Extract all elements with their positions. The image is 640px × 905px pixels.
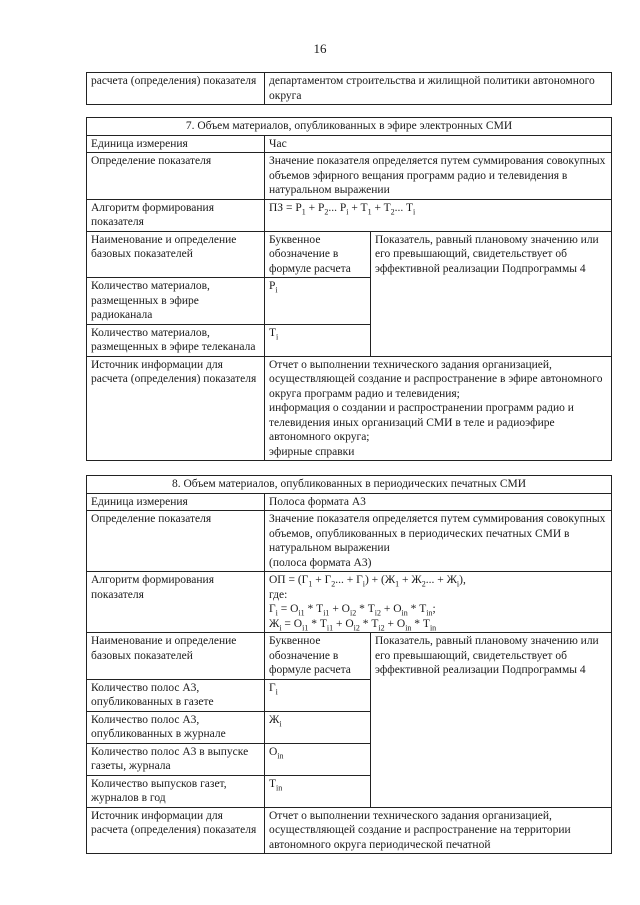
definition-label: Определение показателя <box>87 511 265 572</box>
definition-unit-note: (полоса формата А3) <box>269 556 372 569</box>
formula-where: где: <box>269 588 288 601</box>
table-row <box>87 511 612 572</box>
issue-label: Количество полос А3 в выпуске газеты, журнала <box>87 743 265 775</box>
definition-text: Значение показателя определяется путем суммирования совокупных объемов, опубликованных в периодических печатных СМИ в натуральном выражении <box>269 513 606 554</box>
page-number: 16 <box>313 41 327 56</box>
algorithm-formula <box>265 572 612 633</box>
table-row <box>87 493 612 511</box>
source-label: Источник информации для расчета (определения) показателя <box>87 356 265 461</box>
table-row <box>87 807 612 854</box>
letter-label: Буквенное обозначение в формуле расчета <box>265 231 371 278</box>
table-row <box>87 633 612 680</box>
source-value: Отчет о выполнении технического задания организацией, осуществляющей создание и распространение в эфире автономного округа программ радио и телевидения; информация о создании и распространении программ радио и телевидения иных организаций СМИ в теле и радиоэфире автономного округа; эфирные справки <box>265 356 612 461</box>
section-title: 7. Объем материалов, опубликованных в эфире электронных СМИ <box>87 118 612 136</box>
table-row <box>87 231 612 278</box>
section-7-table <box>86 117 612 461</box>
table-row <box>87 73 612 105</box>
section-8-table <box>86 475 612 854</box>
formula-journal: $Ж_i = О_{i1} * Т_{i1} + О_{i2} * Т_{i2} + О_{in} * Т_{in}$ <box>269 617 437 632</box>
unit-value: Час <box>265 135 612 153</box>
base-label: Наименование и определение базовых показателей <box>87 633 265 680</box>
table-row <box>87 356 612 461</box>
definition-value: Значение показателя определяется путем суммирования совокупных объемов эфирного вещания программ радио и телевидения в натуральном выражении <box>265 153 612 200</box>
journal-label: Количество полос А3, опубликованных в журнале <box>87 711 265 743</box>
table-row <box>87 118 612 136</box>
issues-count-label: Количество выпусков газет, журналов в год <box>87 775 265 807</box>
radio-label: Количество материалов, размещенных в эфире радиоканала <box>87 278 265 325</box>
newspaper-symbol: $Г_i$ <box>265 679 371 711</box>
continuation-table <box>86 72 612 105</box>
table-row <box>87 135 612 153</box>
letter-label: Буквенное обозначение в формуле расчета <box>265 633 371 680</box>
source-label: Источник информации для расчета (определения) показателя <box>87 807 265 854</box>
issue-symbol: $О_{in}$ <box>265 743 371 775</box>
section-title: 8. Объем материалов, опубликованных в периодических печатных СМИ <box>87 476 612 494</box>
algorithm-label: Алгоритм формирования показателя <box>87 572 265 633</box>
effectiveness-note: Показатель, равный плановому значению или его превышающий, свидетельствует об эффективной реализации Подпрограммы 4 <box>371 633 612 808</box>
issues-count-symbol: $Т_{in}$ <box>265 775 371 807</box>
algorithm-formula: ПЗ = $P_1 + P_2$... $P_i + T_1 + T_2$... $T_i$ <box>265 199 612 231</box>
base-label: Наименование и определение базовых показателей <box>87 231 265 278</box>
algorithm-label: Алгоритм формирования показателя <box>87 199 265 231</box>
tv-symbol: $T_i$ <box>265 324 371 356</box>
unit-label: Единица измерения <box>87 493 265 511</box>
journal-symbol: $Ж_i$ <box>265 711 371 743</box>
unit-value: Полоса формата А3 <box>265 493 612 511</box>
table-row <box>87 153 612 200</box>
source-value: Отчет о выполнении технического задания организацией, осуществляющей создание и распространение на территории автономного округа периодической печатной <box>265 807 612 854</box>
effectiveness-note: Показатель, равный плановому значению или его превышающий, свидетельствует об эффективной реализации Подпрограммы 4 <box>371 231 612 356</box>
definition-label: Определение показателя <box>87 153 265 200</box>
row-label: расчета (определения) показателя <box>87 73 265 105</box>
newspaper-label: Количество полос А3, опубликованных в газете <box>87 679 265 711</box>
tv-label: Количество материалов, размещенных в эфире телеканала <box>87 324 265 356</box>
row-value: департаментом строительства и жилищной политики автономного округа <box>265 73 612 105</box>
definition-value <box>265 511 612 572</box>
table-row <box>87 199 612 231</box>
table-row <box>87 476 612 494</box>
unit-label: Единица измерения <box>87 135 265 153</box>
formula-total: ОП = ($Г_1 + Г_2$... + $Г_i) + (Ж_1 + Ж_2$... + $Ж_i$), <box>269 574 466 589</box>
radio-symbol: $P_i$ <box>265 278 371 325</box>
formula-newspaper: $Г_i = О_{i1} * Т_{i1} + О_{i2} * Т_{i2} + О_{in} * Т_{in}$; <box>269 603 436 618</box>
table-row <box>87 572 612 633</box>
